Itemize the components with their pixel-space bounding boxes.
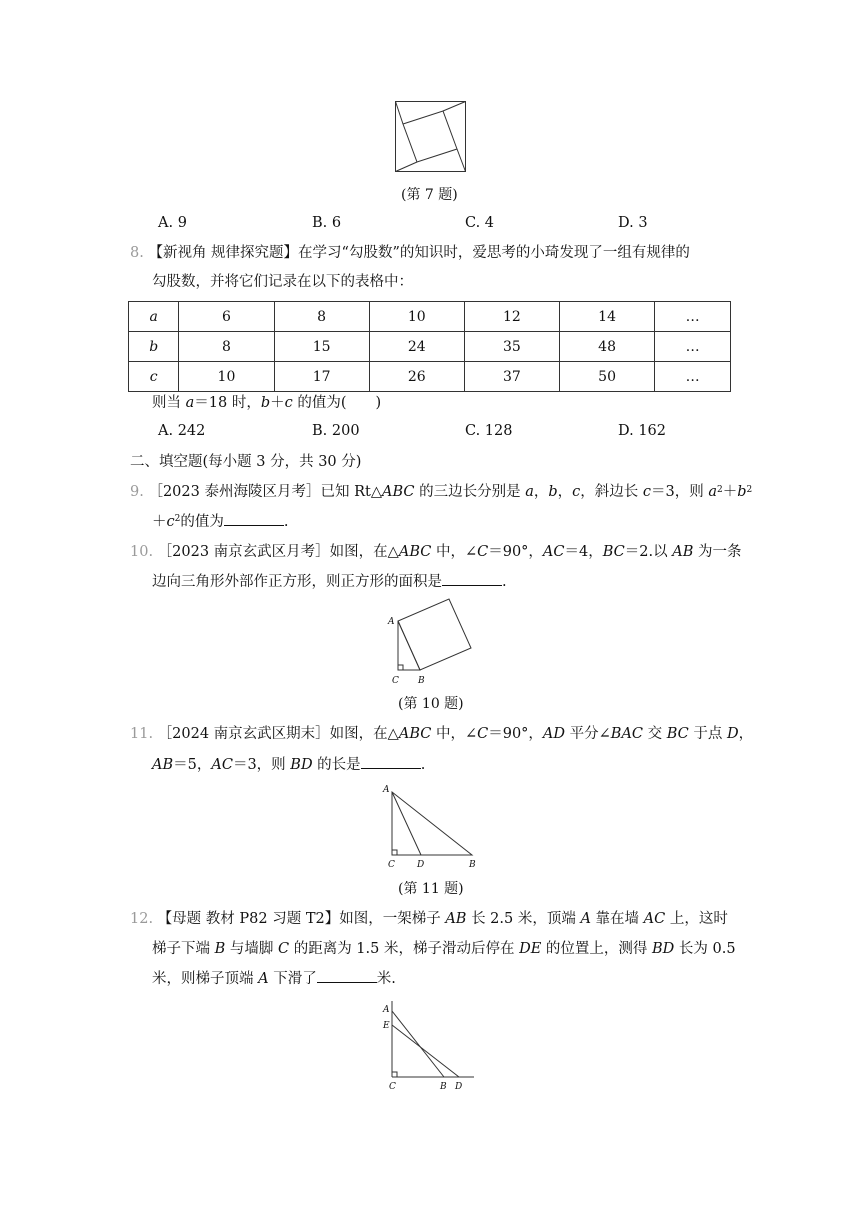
table-row	[129, 302, 731, 332]
section-2-heading: 二、填空题(每小题 3 分，共 30 分)	[130, 454, 362, 470]
table-row	[129, 332, 731, 362]
q8-option-c[interactable]: C. 128	[465, 423, 513, 439]
q11-label-c: C	[388, 860, 395, 870]
q8-question: 则当 a＝18 时，b＋c 的值为( )	[152, 395, 382, 411]
q8-line-1	[130, 243, 690, 263]
q7-option-b[interactable]: B. 6	[312, 215, 342, 231]
q8-table	[128, 301, 731, 392]
q7-option-c[interactable]: C. 4	[465, 215, 495, 231]
q12-label-b: B	[440, 1082, 447, 1092]
table-row	[129, 362, 731, 392]
table-row-label: b	[129, 332, 179, 362]
q12-line-1: 12. 【母题 教材 P82 习题 T2】如图，一架梯子 AB 长 2.5 米，顶端 A 靠在墙 AC 上，这时	[130, 911, 728, 927]
q8-option-b[interactable]: B. 200	[312, 423, 360, 439]
table-cell: 48	[560, 332, 655, 362]
q11-label-b: B	[469, 860, 476, 870]
table-cell: 10	[369, 302, 464, 332]
q8-text-1: 【新视角 规律探究题】在学习“勾股数”的知识时，爱思考的小琦发现了一组有规律的	[148, 245, 690, 261]
table-row-label: a	[129, 302, 179, 332]
q10-label-a: A	[388, 617, 395, 627]
q11-label-a: A	[383, 785, 390, 795]
q12-label-c: C	[389, 1082, 396, 1092]
q10-label-b: B	[418, 676, 425, 686]
table-cell: …	[655, 302, 731, 332]
q9-line-1: 9. ［2023 泰州海陵区月考］已知 Rt△ABC 的三边长分别是 a，b，c，斜边长 c＝3，则 $a^2+b^2$	[130, 484, 753, 500]
q8-option-a[interactable]: A. 242	[158, 423, 206, 439]
q10-line-1: 10. ［2023 南京玄武区月考］如图，在△ABC 中，∠C＝90°，AC＝4，BC＝2.以 AB 为一条	[130, 544, 742, 560]
q9-answer-blank[interactable]	[224, 511, 284, 526]
q10-caption: (第 10 题)	[398, 696, 464, 712]
q7-caption: (第 7 题)	[401, 187, 458, 203]
q10-figure	[385, 595, 495, 687]
table-cell: 8	[274, 302, 369, 332]
q7-option-a[interactable]: A. 9	[158, 215, 187, 231]
q12-label-e: E	[383, 1021, 390, 1031]
table-cell: …	[655, 332, 731, 362]
q10-label-c: C	[392, 676, 399, 686]
table-row-label: c	[129, 362, 179, 392]
q12-line-2: 梯子下端 B 与墙脚 C 的距离为 1.5 米，梯子滑动后停在 DE 的位置上，测得 BD 长为 0.5	[152, 941, 736, 957]
q12-label-d: D	[455, 1082, 463, 1092]
table-cell: 14	[560, 302, 655, 332]
table-cell: 12	[464, 302, 559, 332]
table-cell: 15	[274, 332, 369, 362]
q10-answer-blank[interactable]	[442, 571, 502, 586]
table-cell: 17	[274, 362, 369, 392]
q7-option-d[interactable]: D. 3	[618, 215, 648, 231]
q11-figure	[380, 780, 485, 872]
q8-number: 8.	[130, 245, 144, 261]
q7-figure	[395, 101, 466, 172]
table-cell: 6	[179, 302, 274, 332]
q12-answer-blank[interactable]	[317, 968, 377, 983]
table-cell: 8	[179, 332, 274, 362]
table-cell: …	[655, 362, 731, 392]
table-cell: 26	[369, 362, 464, 392]
q11-caption: (第 11 题)	[398, 881, 464, 897]
table-cell: 35	[464, 332, 559, 362]
q11-line-1: 11. ［2024 南京玄武区期末］如图，在△ABC 中，∠C＝90°，AD 平分∠BAC 交 BC 于点 D，	[130, 726, 754, 742]
q11-label-d: D	[417, 860, 425, 870]
table-cell: 50	[560, 362, 655, 392]
table-cell: 24	[369, 332, 464, 362]
q12-label-a: A	[383, 1005, 390, 1015]
q9-line-2: $+c^2$的值为 .	[152, 511, 288, 532]
q12-line-3: 米，则梯子顶端 A 下滑了 米.	[152, 968, 396, 989]
table-cell: 10	[179, 362, 274, 392]
q10-line-2: 边向三角形外部作正方形，则正方形的面积是 .	[152, 571, 507, 592]
table-cell: 37	[464, 362, 559, 392]
q12-figure	[380, 997, 480, 1092]
q11-line-2: AB＝5，AC＝3，则 BD 的长是 .	[152, 754, 425, 775]
q8-line-2: 勾股数，并将它们记录在以下的表格中：	[152, 274, 413, 290]
q8-option-d[interactable]: D. 162	[618, 423, 667, 439]
q11-answer-blank[interactable]	[361, 754, 421, 769]
